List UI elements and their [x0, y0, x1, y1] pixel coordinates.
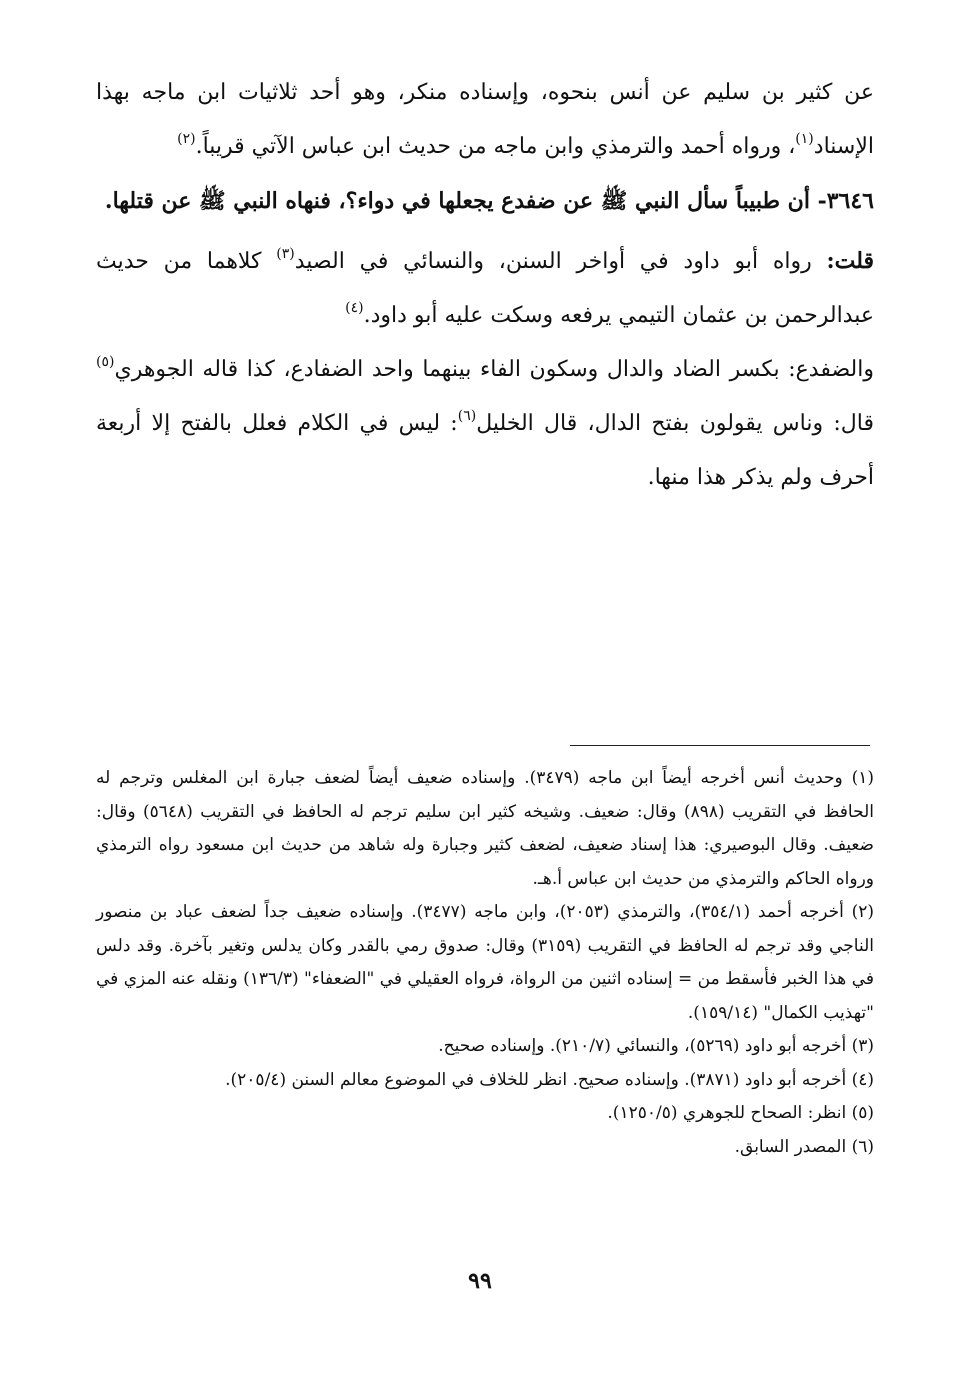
qult-paragraph [96, 234, 874, 343]
qult-lead: قلت: [826, 248, 874, 274]
footnote-3: (٣) أخرجه أبو داود (٥٢٦٩)، والنسائي (٢١٠/٧). وإسناده صحيح. [438, 1036, 874, 1056]
definition-text-b: قال: وناس يقولون بفتح الدال، قال الخليل [476, 411, 874, 436]
footnote-4: (٤) أخرجه أبو داود (٣٨٧١). وإسناده صحيح. انظر للخلاف في الموضوع معالم السنن (٢٠٥/٤). [225, 1069, 874, 1090]
footnote-2: (٢) أخرجه أحمد (٣٥٤/١)، والترمذي (٢٠٥٣)، وابن ماجه (٣٤٧٧). وإسناده ضعيف جداً لضعف عباد بن منصور الناجي وقد ترجم له الحافظ في التقريب (٣١٥٩) وقال: صدوق رمي بالقدر وكان يدلس وتغير بآخرة. وقد دلس في هذا الخبر فأسقط من = إسناده اثنين من الرواة، فرواه العقيلي في "الضعفاء" (١٣٦/٣) ونقله عنه المزي في "تهذيب الكمال" (١٥٩/١٤). [96, 902, 875, 1023]
footnote-ref-1[interactable]: (١) [795, 131, 814, 147]
footnotes [96, 762, 874, 1164]
footnote-1: (١) وحديث أنس أخرجه أيضاً ابن ماجه (٣٤٧٩). وإسناده ضعيف أيضاً لضعف جبارة ابن المغلس وترجم له الحافظ في التقريب (٨٩٨) وقال: ضعيف. وشيخه كثير ابن سليم ترجم له الحافظ في التقريب (٥٦٤٨) وقال: ضعيف. وقال البوصيري: هذا إسناد ضعيف، لضعف كثير وجبارة وله شاهد من حديث ابن مسعود رواه الترمذي ورواه الحاكم والترمذي من حديث ابن عباس أ.هـ. [96, 768, 874, 889]
paragraph-1 [96, 66, 874, 174]
page-number: ٩٩ [468, 1268, 492, 1294]
footnote-5: (٥) انظر: الصحاح للجوهري (١٢٥٠/٥). [607, 1103, 874, 1123]
main-text [96, 66, 874, 505]
hadith-3646 [96, 174, 874, 228]
definition-text-a: والضفدع: بكسر الضاد والدال وسكون الفاء بينهما واحد الضفادع، كذا قاله الجوهري [114, 357, 874, 382]
footnote-divider [570, 745, 870, 746]
footnote-ref-4[interactable]: (٤) [345, 300, 364, 316]
footnote-ref-3[interactable]: (٣) [276, 246, 295, 262]
footnote-ref-6[interactable]: (٦) [457, 408, 477, 424]
footnote-ref-5[interactable]: (٥) [96, 354, 115, 370]
qult-text-b: كلاهما من حديث عبدالرحمن بن عثمان التيمي يرفعه وسكت عليه أبو داود. [96, 249, 874, 328]
footnote-ref-2[interactable]: (٢) [177, 131, 196, 147]
footnote-6: (٦) المصدر السابق. [734, 1136, 874, 1157]
paragraph-1-text-a: عن كثير بن سليم عن أنس بنحوه، وإسناده منكر، وهو أحد ثلاثيات ابن ماجه بهذا الإسناد [96, 80, 874, 159]
paragraph-1-text-b: ، ورواه أحمد والترمذي وابن ماجه من حديث ابن عباس الآتي قريباً. [195, 134, 796, 159]
definition-paragraph [96, 343, 874, 505]
definition-text-c: : ليس في الكلام فعلل بالفتح إلا أربعة أحرف ولم يذكر هذا منها. [96, 411, 874, 490]
hadith-text: ٣٦٤٦- أن طبيباً سأل النبي ﷺ عن ضفدع يجعلها في دواء؟، فنهاه النبي ﷺ عن قتلها. [104, 188, 874, 214]
qult-text-a: رواه أبو داود في أواخر السنن، والنسائي في الصيد [294, 249, 812, 274]
